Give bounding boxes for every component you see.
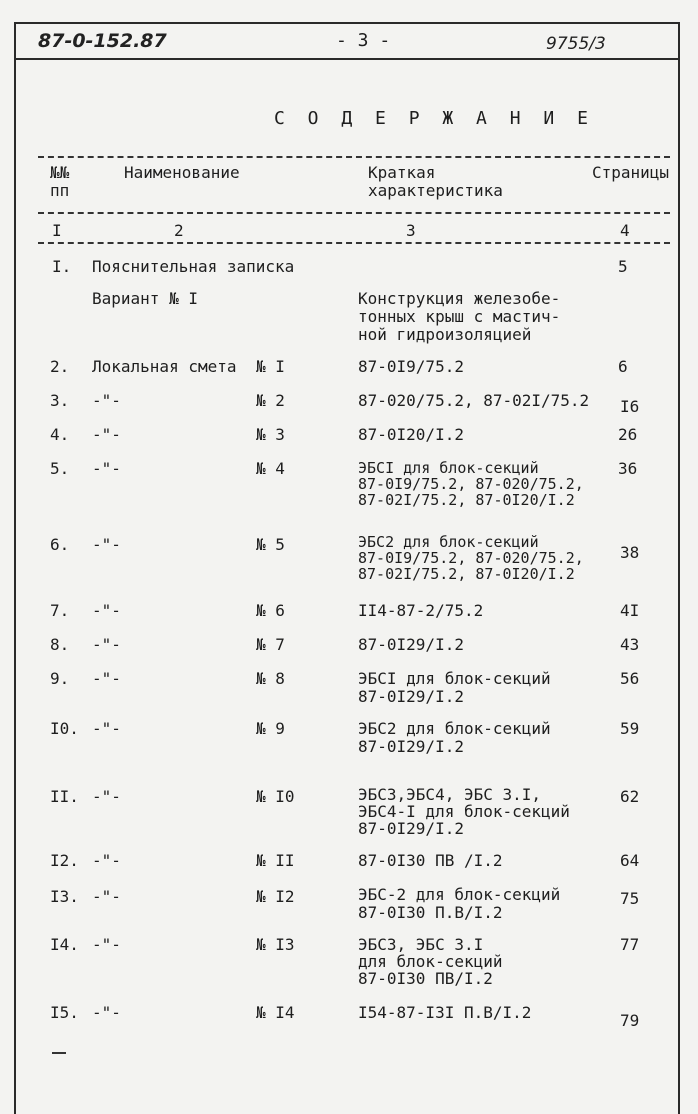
- row-page: 75: [620, 889, 640, 908]
- row-desc: 87-0I9/75.2: [358, 357, 464, 376]
- row-page: 77: [620, 935, 640, 954]
- row-name: -"-: [92, 391, 121, 410]
- row-num: I2.: [50, 851, 79, 870]
- row-page: 38: [620, 543, 640, 562]
- row-mark: № 4: [256, 459, 285, 478]
- row-mark: № I3: [256, 935, 295, 954]
- row-num: 8.: [50, 635, 70, 654]
- row-name: -"-: [92, 719, 121, 738]
- row-num: 3.: [50, 391, 70, 410]
- page-title: С О Д Е Р Ж А Н И Е: [274, 108, 594, 129]
- row-name: -"-: [92, 635, 121, 654]
- row-page: 6: [618, 357, 628, 376]
- row-num: 4.: [50, 425, 70, 444]
- row-num: 9.: [50, 669, 70, 688]
- page-number: - 3 -: [336, 30, 391, 51]
- row-desc: ЭБС3,ЭБС4, ЭБС 3.I, ЭБС4-I для блок-секций 87-0I29/I.2: [358, 785, 570, 838]
- row-mark: № 3: [256, 425, 285, 444]
- row-desc: 87-0I29/I.2: [358, 635, 464, 654]
- row-name: -"-: [92, 601, 121, 620]
- row-name: -"-: [92, 787, 121, 806]
- row-page: 64: [620, 851, 640, 870]
- row-name: -"-: [92, 851, 121, 870]
- table-top-rule: [38, 156, 670, 158]
- row-num: I5.: [50, 1003, 79, 1022]
- row-mark: № 5: [256, 535, 285, 554]
- row-page: 59: [620, 719, 640, 738]
- row-mark: № 2: [256, 391, 285, 410]
- col-numbers-rule: [38, 242, 670, 244]
- col-header-num: №№ пп: [50, 163, 70, 200]
- sheet-code: 9755/3: [546, 34, 606, 54]
- row-page: 5: [618, 257, 628, 276]
- row-mark: № I2: [256, 887, 295, 906]
- row-num: 7.: [50, 601, 70, 620]
- row-desc: ЭБСI для блок-секций 87-0I9/75.2, 87-020/75.2, 87-02I/75.2, 87-0I20/I.2: [358, 459, 584, 509]
- row-mark: № I0: [256, 787, 295, 806]
- col-number-2: 2: [174, 221, 184, 240]
- col-header-desc: Краткая характеристика: [368, 163, 503, 200]
- row-desc: 87-0I20/I.2: [358, 425, 464, 444]
- row-name: Вариант № I: [92, 289, 198, 308]
- row-num: 5.: [50, 459, 70, 478]
- row-num: I4.: [50, 935, 79, 954]
- row-mark: № 8: [256, 669, 285, 688]
- row-name: -"-: [92, 535, 121, 554]
- row-name: -"-: [92, 459, 121, 478]
- row-name: Локальная смета: [92, 357, 237, 376]
- row-desc: II4-87-2/75.2: [358, 601, 484, 620]
- row-page: 36: [618, 459, 638, 478]
- footer-mark: [52, 1052, 66, 1054]
- row-page: 79: [620, 1011, 640, 1030]
- row-name: Пояснительная записка: [92, 257, 295, 276]
- row-name: -"-: [92, 669, 121, 688]
- col-header-name: Наименование: [124, 163, 240, 182]
- row-desc: 87-020/75.2, 87-02I/75.2: [358, 391, 590, 410]
- row-desc: ЭБС2 для блок-секций 87-0I29/I.2: [358, 719, 551, 756]
- row-page: 62: [620, 787, 640, 806]
- col-number-4: 4: [620, 221, 630, 240]
- row-desc: ЭБС2 для блок-секций 87-0I9/75.2, 87-020/75.2, 87-02I/75.2, 87-0I20/I.2: [358, 533, 584, 583]
- col-number-3: 3: [406, 221, 416, 240]
- row-desc: ЭБС-2 для блок-секций 87-0I30 П.В/I.2: [358, 885, 561, 922]
- row-mark: № 6: [256, 601, 285, 620]
- row-num: II.: [50, 787, 79, 806]
- row-page: 56: [620, 669, 640, 688]
- header-bottom-rule: [38, 212, 670, 214]
- row-page: I6: [620, 397, 640, 416]
- header-rule: [14, 58, 678, 60]
- row-num: I3.: [50, 887, 79, 906]
- doc-code: 87-0-152.87: [38, 30, 167, 52]
- row-num: I0.: [50, 719, 79, 738]
- row-name: -"-: [92, 935, 121, 954]
- row-num: I.: [52, 257, 72, 276]
- row-mark: № II: [256, 851, 295, 870]
- row-num: 2.: [50, 357, 70, 376]
- col-number-1: I: [52, 221, 62, 240]
- row-page: 26: [618, 425, 638, 444]
- row-name: -"-: [92, 1003, 121, 1022]
- row-desc: ЭБС3, ЭБС 3.I для блок-секций 87-0I30 ПВ/I.2: [358, 935, 503, 988]
- row-name: -"-: [92, 425, 121, 444]
- row-mark: № I: [256, 357, 285, 376]
- row-desc: 87-0I30 ПВ /I.2: [358, 851, 503, 870]
- row-mark: № 9: [256, 719, 285, 738]
- row-desc: Конструкция железобе- тонных крыш с мастич- ной гидроизоляцией: [358, 289, 561, 344]
- row-desc: I54-87-I3I П.В/I.2: [358, 1003, 532, 1022]
- row-page: 4I: [620, 601, 640, 620]
- col-header-page: Страницы: [592, 163, 670, 182]
- row-mark: № 7: [256, 635, 285, 654]
- row-desc: ЭБСI для блок-секций 87-0I29/I.2: [358, 669, 551, 706]
- row-mark: № I4: [256, 1003, 295, 1022]
- row-name: -"-: [92, 887, 121, 906]
- row-page: 43: [620, 635, 640, 654]
- row-num: 6.: [50, 535, 70, 554]
